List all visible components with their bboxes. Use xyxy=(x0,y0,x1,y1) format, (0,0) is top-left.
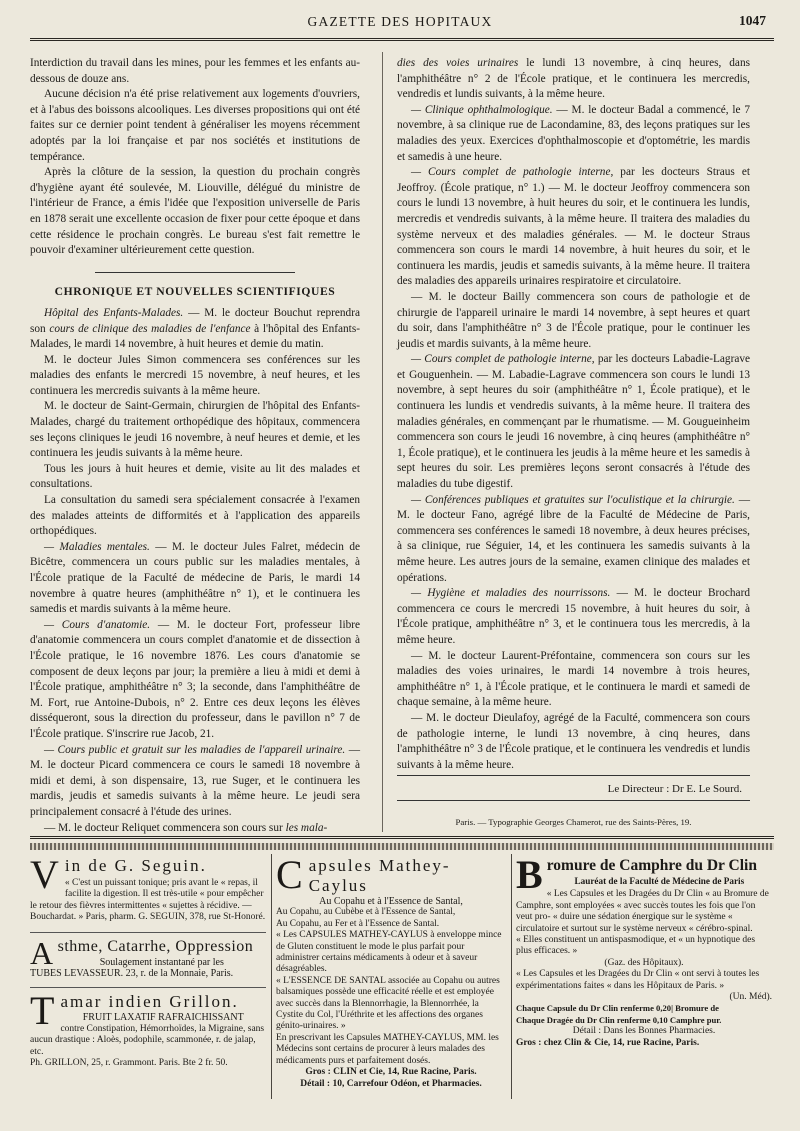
ad-grillon-title: amar indien Grillon. xyxy=(60,992,239,1012)
paragraph-pathologie-interne: — Cours complet de pathologie interne, par les docteurs Straus et Jeoffroy. (École pratique, n° 1.) — M. le docteur Jeoffroy commencera son cours le lundi 13 novembre, à huit heures du soir, et le continuera les lundis, mercredis et vendredis suivants, à la même heure. Il traitera des maladies du système nerveux et des maladies générales. — M. le docteur Straus commencera son cours le mardi 14 novembre, à huit heures du soir, et le continuera les mardis, jeudis et samedis suivants, à la même heure. Il traitera des maladies des appareils urinaires respiratoire et circulatoire. xyxy=(397,166,750,288)
ad-mathey-sub3: Au Copahu, au Fer et à l'Essence de Santal. xyxy=(276,918,440,929)
paragraph-reliquet: — M. le docteur Reliquet commencera son cours sur les mala- xyxy=(44,821,328,834)
ad-grillon-sub: FRUIT LAXATIF RAFRAICHISSANT xyxy=(82,1012,244,1024)
ad-clin: Bromure de Camphre du Dr Clin Lauréat de la Faculté de Médecine de Paris « Les Capsules et les Dragées du Dr Clin « au Bromure de Camphre, sont employées « avec succès toutes les fois que l'on veut pro- « duire une sédation énergique sur le système « circulatoire et surtout sur le système nerveux « cérébro-spinal. « Elles constituent un antispasmodique, et « un hypnotique des plus efficaces. » (Gaz. des Hôpitaux). « Les Capsules et les Dragées du Dr Clin « ont servi à toutes les expérimentations faites « dans les Hôpitaux de Paris. » (Un. Méd). Chaque Capsule du Dr Clin renferme 0,20| Bromure de Chaque Dragée du Dr Clin renferme 0,10 Camphre pur. Détail : Dans les Bonnes Pharmacies. Gros : chez Clin & Cie, 14, rue Racine, Paris. xyxy=(516,852,772,1048)
journal-title: GAZETTE DES HOPITAUX xyxy=(307,14,493,29)
ad-clin-price1: Chaque Capsule du Dr Clin renferme 0,20| Bromure de xyxy=(516,1003,719,1014)
ad-mathey-detail: Détail : 10, Carrefour Odéon, et Pharmacies. xyxy=(300,1078,482,1089)
paragraph: dies des voies urinaires le lundi 13 novembre, à cinq heures, dans l'amphithéâtre n° 2 de l'École pratique, et le continuera les mercredis, vendredis et lundis suivants, à la même heure. xyxy=(397,57,750,101)
ad-mathey-gros: Gros : CLIN et Cie, 14, Rue Racine, Paris. xyxy=(305,1067,477,1078)
ad-clin-body1: « Les Capsules et les Dragées du Dr Clin « au Bromure de Camphre, sont employées « avec succès toutes les fois que l'on veut pro- « duire une sédation énergique sur le système « circulatoire et surtout sur le système nerveux « cérébro-spinal. xyxy=(516,889,769,934)
paragraph: Après la clôture de la session, la question du prochain congrès d'hygiène ayant été soulevée, M. Liouville, délégué du ministre de l'intérieur de France, a émis l'idée que l'exposition universelle de Paris en 1878 serait une excellente occasion de fixer pour cette époque et dans cette résidence le prochain congrès. Le bureau s'est fait remettre le pouvoir d'examiner ultérieurement cette question. xyxy=(30,166,360,257)
ad-mathey-title: apsules Mathey-Caylus xyxy=(308,856,451,895)
paragraph-pathologie-interne-2: — Cours complet de pathologie interne, par les docteurs Labadie-Lagrave et Gouguenhein. — M. Labadie-Lagrave commencera son cours le lundi 13 novembre, à sept heures du soir (amphithéâtre n° 1, École pratique), et le continuera les lundis et vendredis suivants, à la même heure. Il traitera des maladies générales, en commençant par le rhumatisme. — M. Gougueinheim commencera son cours le jeudi 16 novembre, à cinq heures (amphithéâtre n° 1, École pratique), et le continuera les jeudis à la même heure et les samedis à sept heures du soir. Les premières leçons seront consacrés à l'étude des maladies du tube digestif. xyxy=(397,353,751,491)
paragraph-bailly: — M. le docteur Bailly commencera son cours de pathologie et de chirurgie de l'appareil urinaire le mardi 14 novembre, à sept heures et quart du soir, dans l'amphithéâtre n° 3 de l'École pratique, pour le continuer les jeudis et mardis suivants, à la même heure. xyxy=(397,290,750,350)
page-number: 1047 xyxy=(739,13,766,28)
ad-grillon-body: contre Constipation, Hémorrhoïdes, la Migraine, sans aucun drastique : Aloès, podophile, scammonée, r. de jalap, etc. xyxy=(30,1023,265,1057)
paragraph: Interdiction du travail dans les mines, pour les femmes et les enfants au-dessous de douze ans. xyxy=(30,57,360,85)
ad-mathey-body3: En prescrivant les Capsules MATHEY-CAYLUS, MM. les Médecins sont certains de procurer à leurs malades des médicaments purs et parfaitement dosés. xyxy=(276,1032,499,1066)
ad-asthme: Asthme, Catarrhe, Oppression Soulagement instantané par les TUBES LEVASSEUR. 23, r. de la Monnaie, Paris. xyxy=(30,932,266,980)
paragraph-maladies-mentales: — Maladies mentales. — M. le docteur Jules Falret, médecin de Bicêtre, commencera un cours public sur les maladies mentales, à l'École pratique de la Faculté de médecine de Paris, le mardi 14 novembre à quatre heures (amphithéâtre n° 1), et le continuera les samedis et mardis suivants à la même heure. xyxy=(30,540,361,616)
ads-divider xyxy=(271,854,272,1099)
section-divider xyxy=(30,265,360,281)
ads-rule xyxy=(30,836,774,839)
section-title: CHRONIQUE ET NOUVELLES SCIENTIFIQUES xyxy=(54,285,336,299)
paragraph: Aucune décision n'a été prise relativement aux logements d'ouvriers, et à l'abus des boissons alcooliques. Les diverses propositions qui ont été faites sur ce dernier point tendent à généraliser les moyens récemment adoptés par la loi française et par nos sociétés et institutions de tempérance. xyxy=(30,88,360,163)
paragraph-dieulafoy: — M. le docteur Dieulafoy, agrégé de la Faculté, commencera son cours de pathologie interne, le lundi 13 novembre, à cinq heures, dans l'amphithéâtre n° 3 de l'École pratique, et le continuera les vendredis et lundis suivants à la même heure. xyxy=(397,711,750,771)
ad-seguin: Vin de G. Seguin. « C'est un puissant tonique; pris avant le « repas, il facilite la digestion. Il est très-utile « pour empêcher le retour des fièvres intermittentes « sujettes à récidive. — Bouchardat. » Paris, pharm. G. SEGUIN, 378, rue St-Honoré. xyxy=(30,852,266,923)
ad-clin-ref1: (Gaz. des Hôpitaux). xyxy=(604,957,684,968)
ad-clin-title: romure de Camphre du Dr Clin xyxy=(546,857,757,874)
paragraph: La consultation du samedi sera spécialement consacrée à l'examen des malades atteints de difformités et à l'application des appareils orthopédiques. xyxy=(30,494,360,538)
ads-divider xyxy=(511,854,512,1099)
paragraph-anatomie: — Cours d'anatomie. — M. le docteur Fort, professeur libre d'anatomie commencera un cours complet d'anatomie et de dissection à l'École pratique, le 16 novembre 1876. Les cours d'anatomie se composent de deux leçons par jour; la première a lieu à midi et demi à l'École pratique, amphithéâtre n° 3; la seconde, dans l'amphithéâtre de M. Fort, rue Antoine-Dubois, n° 2. Entre ces deux leçons les élèves disséqueront, sous la direction du professeur, dans le pavillon n° 7 de l'École pratique. S'inscrire rue Jacob, 21. xyxy=(30,618,361,740)
right-column xyxy=(397,56,750,831)
ad-clin-ref2: (Un. Méd). xyxy=(729,992,772,1003)
ad-seguin-body: « C'est un puissant tonique; pris avant le « repas, il facilite la digestion. Il est très-utile « pour empêcher le retour des fièvres intermittentes « sujettes à récidive. — Bouchardat. » Paris, pharm. G. SEGUIN, 378, rue St-Honoré. xyxy=(30,878,266,923)
printer-line: Paris. — Typographie Georges Chamerot, rue des Saints-Pères, 19. xyxy=(455,816,692,827)
ads-band xyxy=(30,843,774,850)
ad-mathey-caylus: Capsules Mathey-Caylus Au Copahu et à l'Essence de Santal, Au Copahu, au Cubèbe et à l'Essence de Santal, Au Copahu, au Fer et à l'Essence de Santal. « Les CAPSULES MATHEY-CAYLUS à enveloppe mince de Gluten constituent le mode le plus parfait pour administrer certains médicaments à odeur et à saveur désagréables. « L'ESSENCE DE SANTAL associée au Copahu ou autres balsamiques possède une efficacité réelle et est employée avec succès dans la Blennorrhagie, la Blennorrhée, la Cystite du Col, l'Uréthrite et les affections des organes génito-urinaires. » En prescrivant les Capsules MATHEY-CAYLUS, MM. les Médecins sont certains de procurer à leurs malades des médicaments purs et parfaitement dosés. Gros : CLIN et Cie, 14, Rue Racine, Paris. Détail : 10, Carrefour Odéon, et Pharmacies. xyxy=(276,856,506,1090)
paragraph-oculistique: — Conférences publiques et gratuites sur l'oculistique et la chirurgie. — M. le docteur Fano, agrégé libre de la Faculté de Médecine de Paris, commencera ses conférences le samedi 18 novembre, à deux heures précises, à sa clinique, rue Séguier, 14, et les continuera les samedis suivants à la même heure. Les autres jours de la semaine, examen clinique des malades et opérations. xyxy=(397,493,750,584)
ad-clin-body3: « Les Capsules et les Dragées du Dr Clin « ont servi à toutes les expérimentations faites « dans les Hôpitaux de Paris. » xyxy=(516,969,760,991)
paragraph-enfants-malades: Hôpital des Enfants-Malades. — M. le docteur Bouchut reprendra son cours de clinique des maladies de l'enfance à l'hôpital des Enfants-Malades, le mardi 14 novembre, à huit heures et demie du matin. xyxy=(30,306,360,351)
paragraph: M. le docteur Jules Simon commencera ses conférences sur les maladies des enfants le mercredi 15 novembre, à neuf heures, et les continuera les mercredis suivants à la même heure. xyxy=(30,353,360,397)
ad-grillon-address: Ph. GRILLON, 25, r. Grammont. Paris. Bte 2 fr. 50. xyxy=(30,1058,228,1069)
left-column xyxy=(30,56,360,836)
paragraph-laurent-prefontaine: — M. le docteur Laurent-Préfontaine, commencera son cours sur les maladies des voies urinaires, le mardi 14 novembre à trois heures, amphithéâtre n° 1, à l'École pratique, et le continuera le mardi et samedi de chaque semaine, à la même heure. xyxy=(397,649,750,709)
ad-clin-price2: Chaque Dragée du Dr Clin renferme 0,10 Camphre pur. xyxy=(516,1014,722,1025)
paragraph: M. le docteur de Saint-Germain, chirurgien de l'hôpital des Enfants-Malades, chargé du traitement orthopédique des hôpitaux, commencera ses leçons cliniques le jeudi 16 novembre, à neuf heures et demie, et les continuera les jeudis suivants à la même heure. xyxy=(30,400,360,460)
ad-mathey-body2: « L'ESSENCE DE SANTAL associée au Copahu ou autres balsamiques possède une efficacité réelle et est employée avec succès dans la Blennorrhagie, la Blennorrhée, la Cystite du Col, l'Uréthrite et les affections des organes génito-urinaires. » xyxy=(276,975,500,1032)
ad-column-1 xyxy=(30,852,266,1069)
ad-clin-gros: Gros : chez Clin & Cie, 14, rue Racine, Paris. xyxy=(516,1037,700,1048)
column-divider xyxy=(382,52,383,832)
ad-seguin-title: in de G. Seguin. xyxy=(64,856,207,875)
director-signature: Le Directeur : Dr E. Le Sourd. xyxy=(607,783,742,796)
ad-clin-body2: « Elles constituent un antispasmodique, et « un hypnotique des plus efficaces. » xyxy=(516,935,756,957)
ad-mathey-sub2: Au Copahu, au Cubèbe et à l'Essence de Santal, xyxy=(276,907,456,918)
ad-asthme-title: sthme, Catarrhe, Oppression xyxy=(57,937,254,955)
ad-asthme-line2: TUBES LEVASSEUR. 23, r. de la Monnaie, Paris. xyxy=(30,968,234,980)
ad-clin-sub: Lauréat de la Faculté de Médecine de Paris xyxy=(574,876,745,886)
ad-mathey-sub1: Au Copahu et à l'Essence de Santal, xyxy=(319,896,463,907)
paragraph: Tous les jours à huit heures et demie, visite au lit des malades et consultations. xyxy=(30,462,360,491)
paragraph-nourrissons: — Hygiène et maladies des nourrissons. — M. le docteur Brochard commencera ce cours le mercredi 15 novembre, à huit heures du soir, à l'École pratique, amphithéâtre n° 3, et le continuera tous les mercredis, à la même heure. xyxy=(397,587,750,646)
paragraph-appareil-urinaire: — Cours public et gratuit sur les maladies de l'appareil urinaire. — M. le docteur Picard commencera ce cours le samedi 18 novembre à midi et demi, à son dispensaire, 13, rue Suger, et le continuera les mardis, jeudis et samedis suivants à la même heure. Le jeudi sera principalement consacré à l'étude des urines. xyxy=(30,743,360,818)
ad-mathey-body1: « Les CAPSULES MATHEY-CAYLUS à enveloppe mince de Gluten constituent le mode le plus parfait pour administrer certains médicaments à odeur et à saveur désagréables. xyxy=(276,930,502,975)
director-rule xyxy=(397,775,750,776)
header-rule xyxy=(30,38,774,41)
page-header xyxy=(30,14,770,36)
ad-asthme-line1: Soulagement instantané par les xyxy=(99,956,224,968)
director-rule-bottom xyxy=(397,800,750,801)
paragraph-ophthalmologie: — Clinique ophthalmologique. — M. le docteur Badal a commencé, le 7 novembre, à sa clinique rue de Lacondamine, 83, des leçons pratiques sur les maladies des yeux. Exercices d'ophthalmoscopie et d'optométrie, les mardis et samedis à une heure. xyxy=(397,103,750,163)
ad-clin-detail: Détail : Dans les Bonnes Pharmacies. xyxy=(572,1026,716,1037)
ad-grillon: Tamar indien Grillon. FRUIT LAXATIF RAFRAICHISSANT contre Constipation, Hémorrhoïdes, la Migraine, sans aucun drastique : Aloès, podophile, scammonée, r. de jalap, etc. Ph. GRILLON, 25, r. Grammont. Paris. Bte 2 fr. 50. xyxy=(30,988,265,1069)
